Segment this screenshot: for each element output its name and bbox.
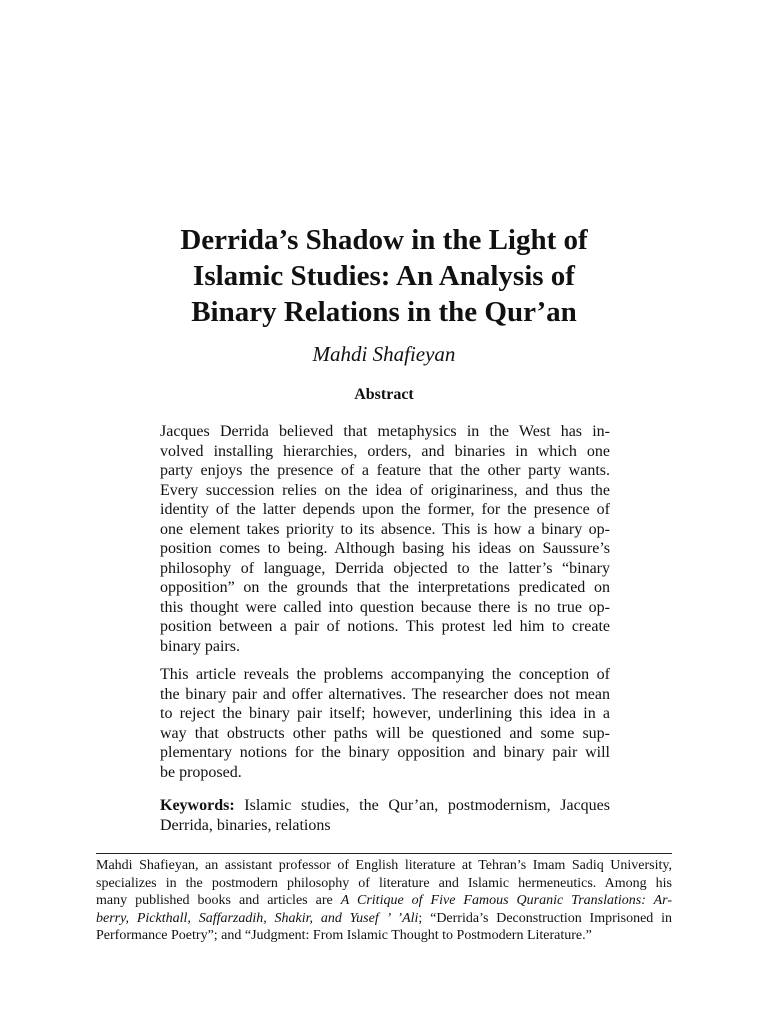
- author-name: Mahdi Shafieyan: [312, 342, 456, 366]
- keywords-block: [160, 796, 610, 835]
- text-line: this thought were called into question because there is no true op-: [160, 598, 610, 616]
- keywords-line: Derrida, binaries, relations: [160, 816, 331, 834]
- footnote-text: many published books and articles are: [96, 893, 341, 908]
- text-line: binary pairs.: [160, 637, 240, 655]
- abstract-heading: Abstract: [354, 386, 414, 403]
- text-line: philosophy of language, Derrida objected to the latter’s “binary: [160, 559, 610, 577]
- title-line: Islamic Studies: An Analysis of: [193, 260, 575, 292]
- text-line: opposition” on the grounds that the interpretations predicated on: [160, 579, 610, 596]
- text-line: party enjoys the presence of a feature that the other party wants.: [160, 462, 610, 479]
- footnote-line: [96, 910, 672, 928]
- text-line: be proposed.: [160, 763, 242, 781]
- abstract-paragraph-2: [160, 665, 610, 782]
- paper-title: [120, 222, 648, 330]
- text-line: one element takes priority to its absence. This is how a binary op-: [160, 520, 610, 538]
- keywords-line: [160, 796, 610, 816]
- footnote-line: Performance Poetry”; and “Judgment: From Islamic Thought to Postmodern Literature.”: [96, 928, 592, 943]
- author-footnote: [96, 857, 672, 945]
- abstract-paragraph-1: [160, 422, 610, 656]
- text-line: identity of the latter depends upon the former, for the presence of: [160, 501, 610, 518]
- text-line: This article reveals the problems accompanying the conception of: [160, 666, 610, 683]
- footnote-text: ; “Derrida’s Deconstruction Imprisoned in: [418, 910, 673, 926]
- keywords-text: Islamic studies, the Qur’an, postmodernism, Jacques: [234, 797, 610, 814]
- footnote-divider: [96, 853, 672, 854]
- keywords-label: Keywords:: [160, 797, 235, 814]
- footnote-line: Mahdi Shafieyan, an assistant professor of English literature at Tehran’s Imam Sadiq University,: [96, 858, 672, 873]
- text-line: the binary pair and offer alternatives. The researcher does not mean: [160, 685, 610, 703]
- title-line: Derrida’s Shadow in the Light of: [180, 224, 588, 256]
- text-line: position comes to being. Although basing his ideas on Saussure’s: [160, 540, 610, 557]
- text-line: to reject the binary pair itself; however, underlining this idea in a: [160, 705, 610, 722]
- footnote-line: [96, 892, 672, 910]
- text-line: way that obstructs other paths will be questioned and some sup-: [160, 724, 610, 742]
- footnote-line: specializes in the postmodern philosophy of literature and Islamic hermeneutics. Among his: [96, 875, 672, 891]
- text-line: Jacques Derrida believed that metaphysics in the West has in-: [160, 423, 610, 440]
- book-title: A Critique of Five Famous Quranic Translations: Ar-: [340, 893, 672, 908]
- text-line: position between a pair of notions. This protest led him to create: [160, 618, 610, 635]
- text-line: Every succession relies on the idea of originariness, and thus the: [160, 481, 610, 499]
- text-line: volved installing hierarchies, orders, and binaries in which one: [160, 442, 610, 460]
- book-title: berry, Pickthall, Saffarzadih, Shakir, and Yusef ’ ’Ali: [96, 910, 419, 926]
- text-line: plementary notions for the binary opposition and binary pair will: [160, 744, 610, 761]
- title-line: Binary Relations in the Qur’an: [191, 296, 577, 328]
